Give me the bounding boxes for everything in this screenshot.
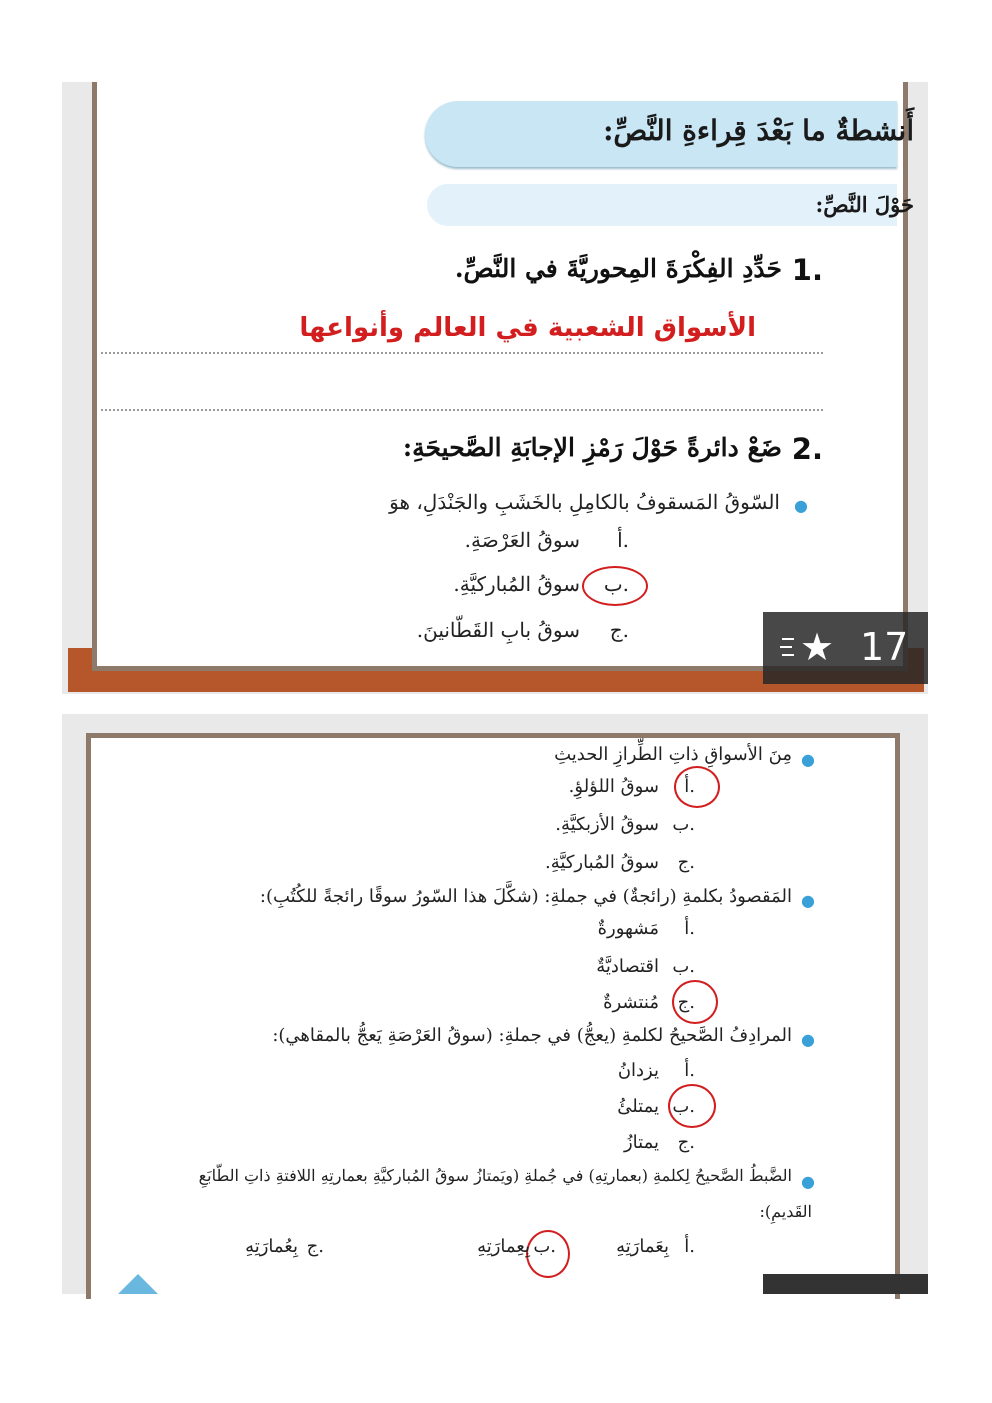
- mcq-1-option-b-letter: ب.: [603, 572, 629, 596]
- bullet-icon: ●: [801, 1030, 815, 1049]
- answer-line-2: [101, 409, 823, 411]
- page-number: 17: [860, 625, 909, 669]
- page-badge-edge: [763, 1274, 928, 1294]
- mcq-4-option-b-text: يمتلئُ: [617, 1096, 659, 1117]
- section-title: أَنشطةٌ ما بَعْدَ قِراءةِ النَّصِّ:: [603, 114, 914, 147]
- mcq-2-stem: مِنَ الأسواقِ ذاتِ الطِّرازِ الحديثِ: [554, 744, 792, 765]
- mcq-1-option-b-text: سوقُ المُباركيَّةِ.: [453, 572, 580, 596]
- question-1-number: 1.: [791, 253, 823, 287]
- section-subtitle: حَوْلَ النَّصِّ:: [815, 192, 914, 217]
- bullet-icon: ●: [794, 496, 808, 515]
- mcq-3-option-c-text: مُنتشرةٌ: [603, 992, 659, 1013]
- mcq-2-option-a-text: سوقُ اللؤلؤِ.: [568, 776, 659, 797]
- mcq-5-option-a-letter: أ.: [684, 1236, 695, 1257]
- mcq-1-stem: السّوقُ المَسقوفُ بالكامِلِ بالخَشَبِ والجَنْدَلِ، هوَ: [389, 490, 780, 514]
- mcq-3-option-b-letter: ب.: [672, 956, 695, 977]
- mcq-5-stem-line-1: الضَّبطُ الصَّحيحُ لِكلمةِ (بعمارتِهِ) في جُملةِ (ويَمتازُ سوقُ المُباركيَّةِ بعمارتِهِ اللافتةِ ذاتِ الطّابَعِ: [198, 1166, 792, 1185]
- mcq-4-option-a-letter: أ.: [684, 1060, 695, 1081]
- mcq-3-option-a-letter: أ.: [684, 918, 695, 939]
- mcq-5-option-c-letter: ج.: [306, 1236, 324, 1257]
- handwritten-answer: الأسواق الشعبية في العالم وأنواعها: [299, 313, 756, 343]
- mcq-3-option-a-text: مَشهورةٌ: [597, 918, 659, 939]
- mcq-4-option-b-letter: ب.: [672, 1096, 695, 1117]
- mcq-4-option-c-text: يمتازُ: [623, 1132, 659, 1153]
- question-1-text: حَدِّدِ الفِكْرَةَ المِحوريَّةَ في النَّصِّ.: [454, 254, 782, 283]
- mcq-2-option-b-letter: ب.: [672, 814, 695, 835]
- mcq-1-option-a-text: سوقُ العَرْصَةِ.: [464, 528, 580, 552]
- mcq-1-option-c-text: سوقُ بابِ القَطّانينَ.: [416, 618, 580, 642]
- mcq-5-option-b-letter: ب.: [533, 1236, 556, 1257]
- bullet-icon: ●: [801, 1172, 815, 1191]
- mcq-2-option-c-letter: ج.: [677, 852, 695, 873]
- mcq-5-option-a-text: بِعَمارَتِهِ: [616, 1236, 669, 1257]
- bullet-icon: ●: [801, 891, 815, 910]
- triangle-icon: [118, 1274, 158, 1294]
- answer-line-1: [101, 352, 823, 354]
- mcq-5-option-c-text: بِعُمارَتِهِ: [245, 1236, 298, 1257]
- mcq-3-option-b-text: اقتصاديَّةٌ: [596, 956, 659, 977]
- question-2-number: 2.: [791, 432, 823, 466]
- mcq-3-stem: المَقصودُ بكلمةِ (رائجةٌ) في جملةِ: (شكَّلَ هذا السّورُ سوقًا رائجةً للكُتُبِ):: [259, 886, 792, 907]
- bullet-icon: ●: [801, 750, 815, 769]
- star-icon: ★: [800, 625, 835, 669]
- mcq-2-option-c-text: سوقُ المُباركيَّةِ.: [545, 852, 659, 873]
- mcq-2-option-a-letter: أ.: [684, 776, 695, 797]
- selected-answer-circle: [674, 766, 720, 808]
- question-2-text: ضَعْ دائرةً حَوْلَ رَمْزِ الإجابَةِ الصَّحيحَةِ:: [402, 433, 782, 462]
- mcq-2-option-b-text: سوقُ الأزبكيَّةِ.: [555, 814, 659, 835]
- list-lines-icon: [780, 636, 796, 658]
- mcq-5-stem-line-2: القَديمِ):: [759, 1202, 812, 1221]
- mcq-1-option-a-letter: أ.: [617, 528, 629, 552]
- mcq-4-stem: المرادِفُ الصَّحيحُ لكلمةِ (يعجُّ) في جملةِ: (سوقُ العَرْصَةِ يَعجُّ بالمقاهي):: [272, 1025, 792, 1046]
- mcq-5-option-b-text: بِعِمارَتِهِ: [477, 1236, 530, 1257]
- mcq-3-option-c-letter: ج.: [677, 992, 695, 1013]
- mcq-4-option-c-letter: ج.: [677, 1132, 695, 1153]
- mcq-1-option-c-letter: ج.: [609, 618, 629, 642]
- mcq-4-option-a-text: يزدانُ: [617, 1060, 659, 1081]
